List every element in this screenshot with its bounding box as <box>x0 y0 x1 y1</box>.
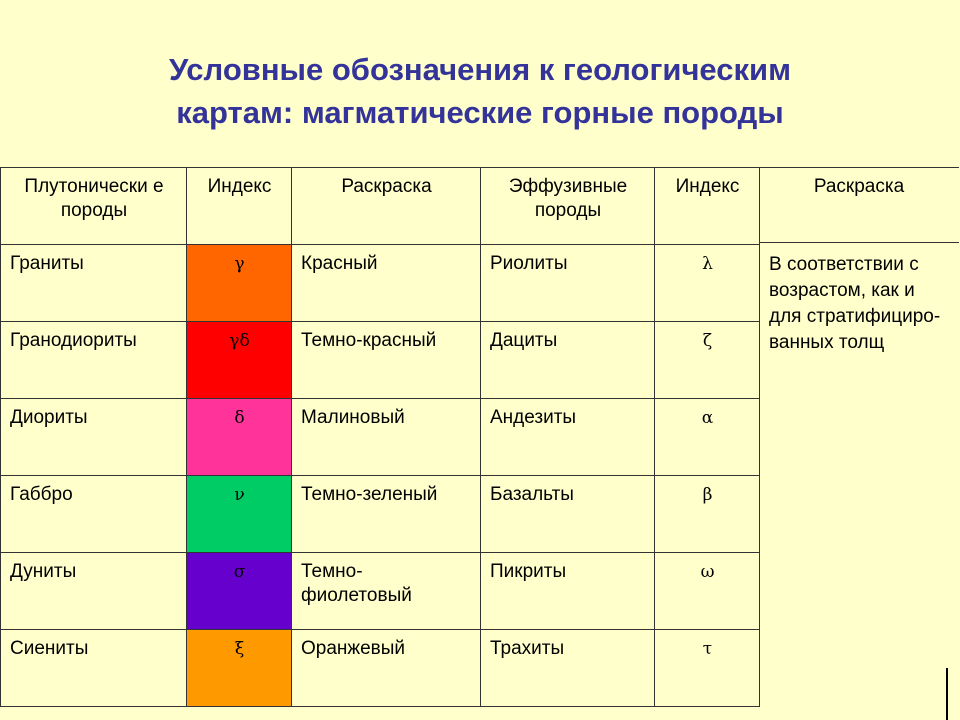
plutonic-rock-name: Сиениты <box>1 630 187 707</box>
table-row <box>1 553 760 630</box>
page-title <box>0 48 960 134</box>
color-name: Темно-зеленый <box>292 476 481 553</box>
effusive-rock-name: Риолиты <box>481 245 655 322</box>
effusive-index: β <box>655 476 760 553</box>
header-coloring-effusive: Раскраска <box>759 167 959 243</box>
color-name: Красный <box>292 245 481 322</box>
plutonic-rock-name: Диориты <box>1 399 187 476</box>
color-name: Малиновый <box>292 399 481 476</box>
effusive-rock-name: Пикриты <box>481 553 655 630</box>
table-row <box>1 245 760 322</box>
header-coloring-plutonic: Раскраска <box>292 168 481 245</box>
plutonic-rock-name: Габбро <box>1 476 187 553</box>
plutonic-rock-name: Гранодиориты <box>1 322 187 399</box>
header-index-effusive: Индекс <box>655 168 760 245</box>
color-swatch: γ <box>187 245 292 322</box>
header-index-plutonic: Индекс <box>187 168 292 245</box>
table-row <box>1 476 760 553</box>
rock-legend-table <box>0 167 760 707</box>
effusive-rock-name: Дациты <box>481 322 655 399</box>
effusive-coloring-column <box>759 167 960 620</box>
table-row <box>1 322 760 399</box>
header-plutonic: Плутонически е породы <box>1 168 187 245</box>
color-swatch: ν <box>187 476 292 553</box>
effusive-rock-name: Андезиты <box>481 399 655 476</box>
effusive-rock-name: Трахиты <box>481 630 655 707</box>
color-swatch: σ <box>187 553 292 630</box>
table-row <box>1 399 760 476</box>
color-name: Оранжевый <box>292 630 481 707</box>
color-name: Темно-фиолетовый <box>292 553 481 630</box>
color-name: Темно-красный <box>292 322 481 399</box>
title-line-2: картам: магматические горные породы <box>176 95 784 130</box>
color-swatch: ξ <box>187 630 292 707</box>
header-row <box>1 168 760 245</box>
plutonic-rock-name: Граниты <box>1 245 187 322</box>
effusive-index: ω <box>655 553 760 630</box>
title-line-1: Условные обозначения к геологическим <box>168 52 792 87</box>
effusive-coloring-note: В соответствии с возрастом, как и для стратифициро-ванных толщ <box>769 254 941 353</box>
color-swatch: γδ <box>187 322 292 399</box>
plutonic-rock-name: Дуниты <box>1 553 187 630</box>
header-effusive: Эффузивные породы <box>481 168 655 245</box>
table-row <box>1 630 760 707</box>
decorative-rule <box>946 668 948 720</box>
effusive-index: ζ <box>655 322 760 399</box>
effusive-index: α <box>655 399 760 476</box>
effusive-index: λ <box>655 245 760 322</box>
color-swatch: δ <box>187 399 292 476</box>
effusive-rock-name: Базальты <box>481 476 655 553</box>
effusive-index: τ <box>655 630 760 707</box>
